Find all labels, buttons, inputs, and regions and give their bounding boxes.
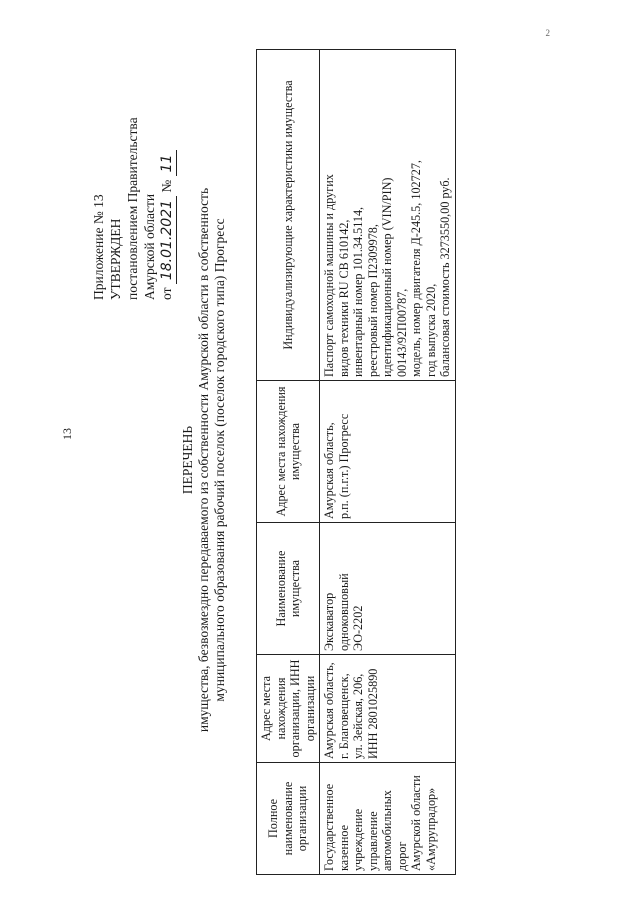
rotated-document-content (80, 45, 480, 880)
title-line-1: имущества, безвозмездно передаваемого из собственности Амурской области в собственность (196, 187, 211, 733)
title-line-2: муниципального образования рабочий поселок (поселок городского типа) Прогресс (212, 218, 227, 702)
approval-date-line (158, 50, 177, 300)
title-main: ПЕРЕЧЕНЬ (180, 425, 195, 495)
table-header-row (257, 50, 320, 875)
number-label: № (159, 179, 174, 193)
page-number: 13 (60, 428, 74, 440)
cell-org-address: Амурская область, г. Благовещенск, ул. Зейская, 206, ИНН 2801025890 (320, 655, 456, 763)
approved-label: УТВЕРЖДЕН (108, 218, 123, 300)
appendix-number: Приложение № 13 (91, 194, 106, 300)
approval-date: 18.01.2021 (159, 196, 177, 284)
header-org-address: Адрес места нахождения организации, ИНН организации (257, 655, 320, 763)
cell-item-name: Экскаватор одноковшовый ЭО-2202 (320, 523, 456, 655)
approval-number: 11 (159, 151, 177, 177)
corner-mark: 2 (545, 28, 550, 38)
cell-item-address: Амурская область, р.п. (п.г.т.) Прогресс (320, 381, 456, 523)
date-prefix: от (159, 287, 174, 300)
property-table (256, 50, 456, 875)
cell-org-name: Государственное казенное учреждение управление автомобильных дорог Амурской области «Амурупрадор» (320, 763, 456, 875)
table-row (320, 50, 456, 875)
document-title (180, 60, 228, 860)
decree-label: постановлением Правительства (125, 117, 140, 300)
header-item-name: Наименование имущества (257, 523, 320, 655)
header-org-name: Полное наименование организации (257, 763, 320, 875)
header-item-address: Адрес места нахождения имущества (257, 381, 320, 523)
region-label: Амурской области (142, 193, 157, 300)
cell-characteristics: Паспорт самоходной машины и других видов техники RU CB 610142, инвентарный номер 101.34.5114, реестровый номер П2309978, идентификационный номер (VIN/PIN) 00143/92П00787, модель, номер двигателя Д-245.5, 102727, год выпуска 2020, балансовая стоимость 3273550,00 руб. (320, 50, 456, 381)
approval-stamp (90, 50, 177, 300)
header-characteristics: Индивидуализирующие характеристики имущества (257, 50, 320, 381)
